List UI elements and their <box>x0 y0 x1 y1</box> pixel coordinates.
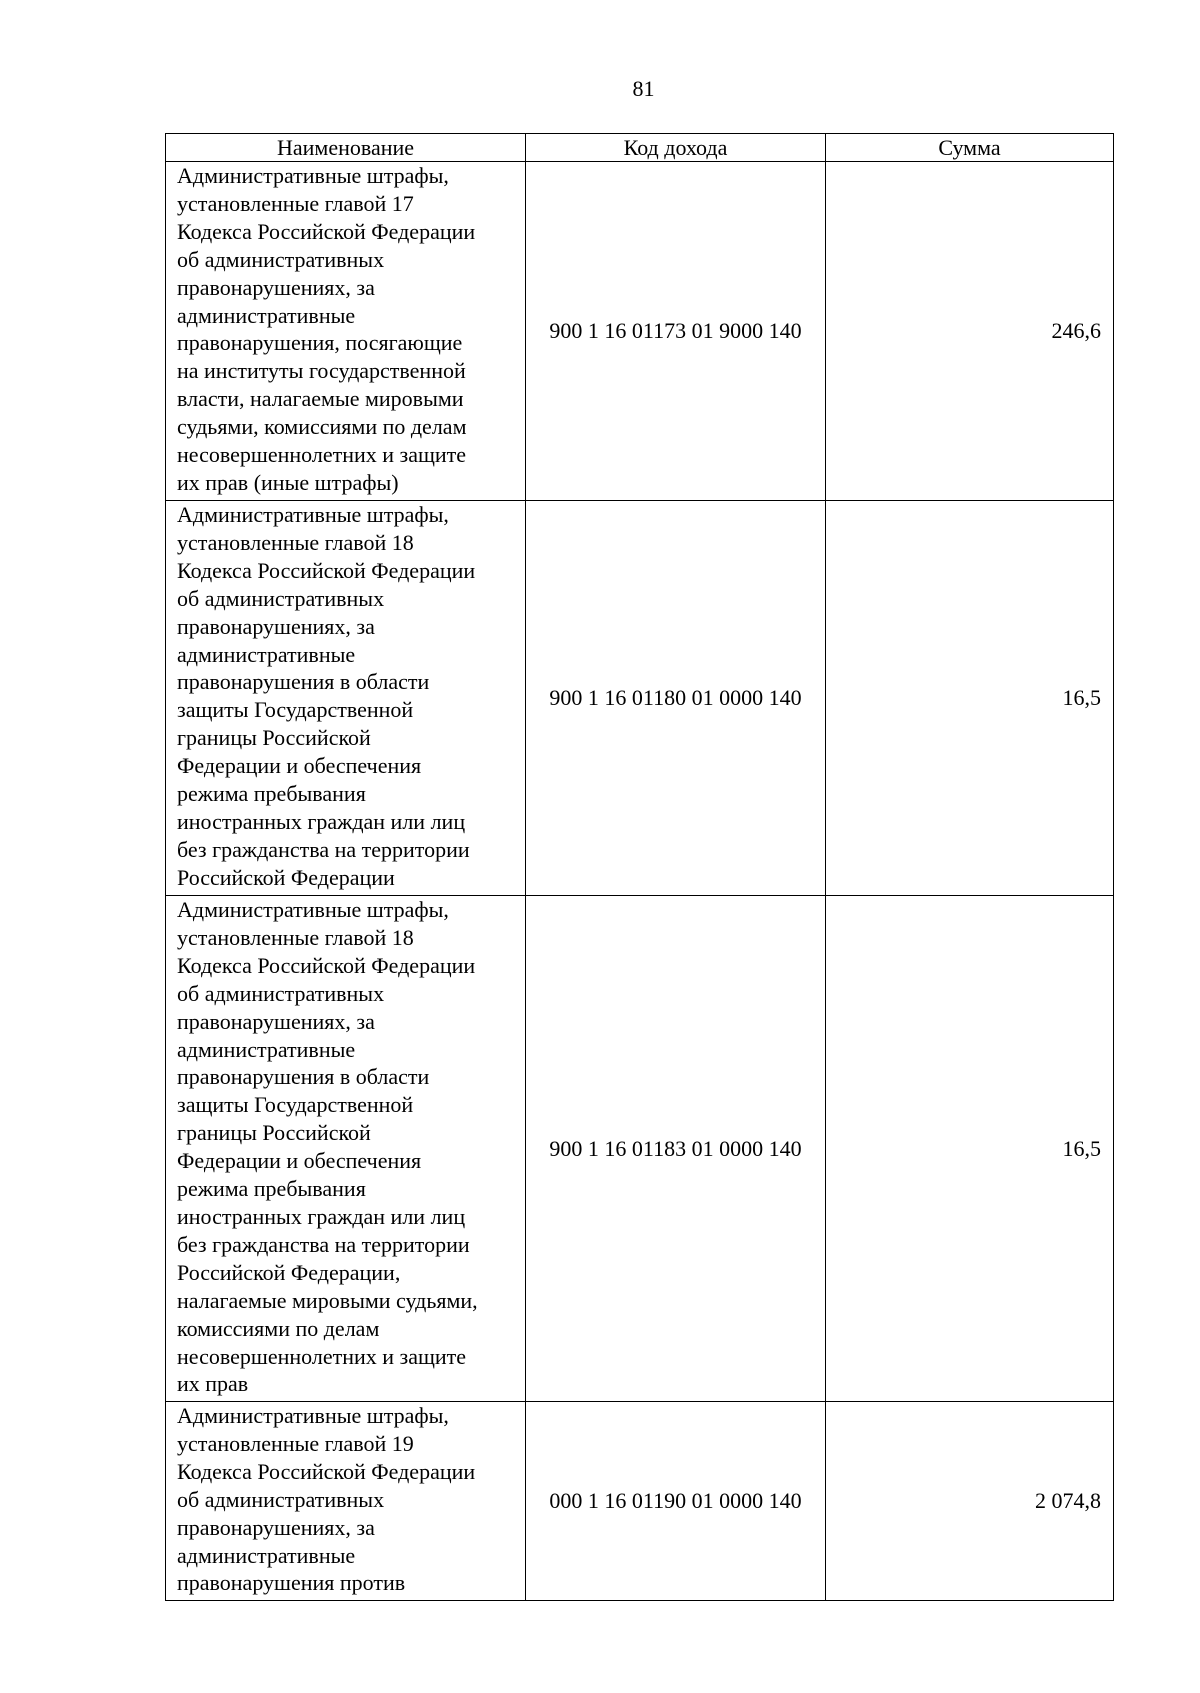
row-code-cell: 900 1 16 01183 01 0000 140 <box>526 896 826 1402</box>
table-row <box>166 896 1114 1402</box>
row-name-cell: Административные штрафы, установленные главой 18 Кодекса Российской Федерации об административных правонарушениях, за административные правонарушения в области защиты Государственной границы Российской Федерации и обеспечения режима пребывания иностранных граждан или лиц без гражданства на территории Российской Федерации <box>166 501 526 896</box>
revenue-table <box>165 133 1114 1601</box>
row-code-cell: 900 1 16 01173 01 9000 140 <box>526 162 826 501</box>
table-row <box>166 162 1114 501</box>
header-code: Код дохода <box>526 134 826 162</box>
table-row <box>166 501 1114 896</box>
table-row <box>166 1402 1114 1601</box>
header-name: Наименование <box>166 134 526 162</box>
row-name-cell: Административные штрафы, установленные главой 18 Кодекса Российской Федерации об административных правонарушениях, за административные правонарушения в области защиты Государственной границы Российской Федерации и обеспечения режима пребывания иностранных граждан или лиц без гражданства на территории Российской Федерации, налагаемые мировыми судьями, комиссиями по делам несовершеннолетних и защите их прав <box>166 896 526 1402</box>
table-header-row <box>166 134 1114 162</box>
header-sum: Сумма <box>826 134 1114 162</box>
row-sum-cell: 2 074,8 <box>826 1402 1114 1601</box>
row-sum-cell: 16,5 <box>826 501 1114 896</box>
row-code-cell: 000 1 16 01190 01 0000 140 <box>526 1402 826 1601</box>
row-sum-cell: 246,6 <box>826 162 1114 501</box>
page-number: 81 <box>632 76 655 101</box>
row-name-cell: Административные штрафы, установленные главой 19 Кодекса Российской Федерации об административных правонарушениях, за административные правонарушения против <box>166 1402 526 1601</box>
row-sum-cell: 16,5 <box>826 896 1114 1402</box>
row-code-cell: 900 1 16 01180 01 0000 140 <box>526 501 826 896</box>
row-name-cell: Административные штрафы, установленные главой 17 Кодекса Российской Федерации об административных правонарушениях, за административные правонарушения, посягающие на институты государственной власти, налагаемые мировыми судьями, комиссиями по делам несовершеннолетних и защите их прав (иные штрафы) <box>166 162 526 501</box>
